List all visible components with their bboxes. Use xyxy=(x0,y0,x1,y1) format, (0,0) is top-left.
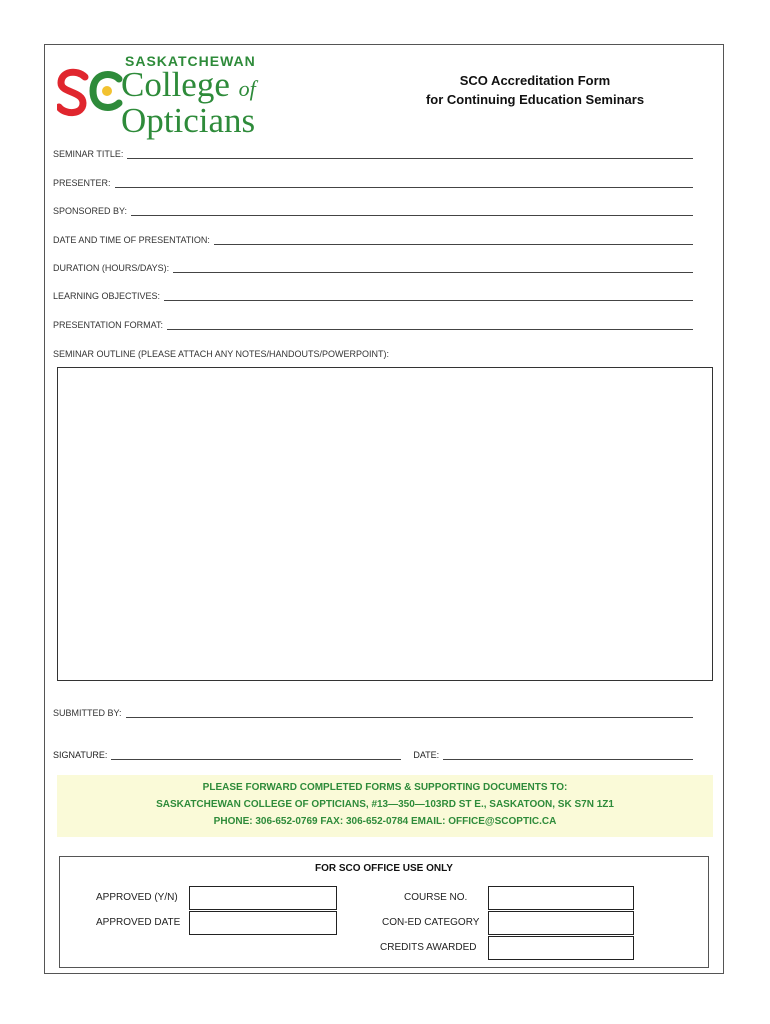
sponsored-by-field[interactable] xyxy=(53,202,693,216)
approved-yn-input[interactable] xyxy=(189,886,337,910)
signature-label: SIGNATURE: xyxy=(53,750,108,760)
duration-input[interactable] xyxy=(173,264,693,273)
logo-main-text xyxy=(121,65,256,140)
presentation-format-input[interactable] xyxy=(167,321,693,330)
seminar-title-input[interactable] xyxy=(127,150,693,159)
duration-field[interactable] xyxy=(53,259,693,273)
forwarding-notice xyxy=(57,775,713,837)
form-title-line1: SCO Accreditation Form xyxy=(459,73,611,88)
sco-logo xyxy=(57,51,287,141)
credits-awarded-input[interactable] xyxy=(488,936,634,960)
sponsored-by-input[interactable] xyxy=(131,207,693,216)
date-label: DATE: xyxy=(413,750,440,760)
coned-category-input[interactable] xyxy=(488,911,634,935)
notice-line3: PHONE: 306-652-0769 FAX: 306-652-0784 EMAIL: OFFICE@SCOPTIC.CA xyxy=(213,816,557,827)
submitted-by-input[interactable] xyxy=(126,709,693,718)
date-time-field[interactable] xyxy=(53,231,693,245)
office-use-section xyxy=(59,856,709,968)
seminar-title-field[interactable] xyxy=(53,145,693,159)
presenter-field[interactable] xyxy=(53,174,693,188)
form-title xyxy=(375,71,695,109)
course-no-label: COURSE NO. xyxy=(404,892,468,903)
presenter-input[interactable] xyxy=(115,179,693,188)
signature-input[interactable] xyxy=(111,751,401,760)
seminar-outline-textarea[interactable] xyxy=(57,367,713,681)
presentation-format-field[interactable] xyxy=(53,316,693,330)
seminar-outline-label xyxy=(53,345,693,359)
office-use-title: FOR SCO OFFICE USE ONLY xyxy=(315,863,453,874)
sc-mark-icon xyxy=(57,63,127,123)
form-page xyxy=(44,44,724,974)
coned-category-label: CON-ED CATEGORY xyxy=(382,917,480,928)
field-label: DATE AND TIME OF PRESENTATION: xyxy=(53,235,210,245)
learning-objectives-input[interactable] xyxy=(164,292,693,301)
field-label: DURATION (HOURS/DAYS): xyxy=(53,263,170,273)
submitted-by-field[interactable] xyxy=(53,704,693,718)
date-input[interactable] xyxy=(443,751,693,760)
logo-of: of xyxy=(238,76,256,101)
field-label: PRESENTATION FORMAT: xyxy=(53,320,164,330)
date-time-input[interactable] xyxy=(214,236,693,245)
form-title-line2: for Continuing Education Seminars xyxy=(425,92,645,107)
notice-line2: SASKATCHEWAN COLLEGE OF OPTICIANS, #13—350—103RD ST E., SASKATOON, SK S7N 1Z1 xyxy=(156,799,614,810)
field-label: PRESENTER: xyxy=(53,178,111,188)
field-label: LEARNING OBJECTIVES: xyxy=(53,291,161,301)
field-label: SEMINAR TITLE: xyxy=(53,149,124,159)
credits-awarded-label: CREDITS AWARDED xyxy=(380,942,477,953)
notice-line1: PLEASE FORWARD COMPLETED FORMS & SUPPORTING DOCUMENTS TO: xyxy=(202,782,568,793)
signature-row xyxy=(53,746,693,760)
learning-objectives-field[interactable] xyxy=(53,287,693,301)
field-label: SUBMITTED BY: xyxy=(53,708,122,718)
approved-date-label: APPROVED DATE xyxy=(96,917,181,928)
logo-college: College xyxy=(121,65,230,104)
approved-yn-label: APPROVED (Y/N) xyxy=(96,892,178,903)
outline-label: SEMINAR OUTLINE (PLEASE ATTACH ANY NOTES/HANDOUTS/POWERPOINT): xyxy=(53,349,390,359)
approved-date-input[interactable] xyxy=(189,911,337,935)
logo-top-text: SASKATCHEWAN xyxy=(125,53,256,69)
logo-opticians: Opticians xyxy=(121,101,256,140)
course-no-input[interactable] xyxy=(488,886,634,910)
field-label: SPONSORED BY: xyxy=(53,206,128,216)
